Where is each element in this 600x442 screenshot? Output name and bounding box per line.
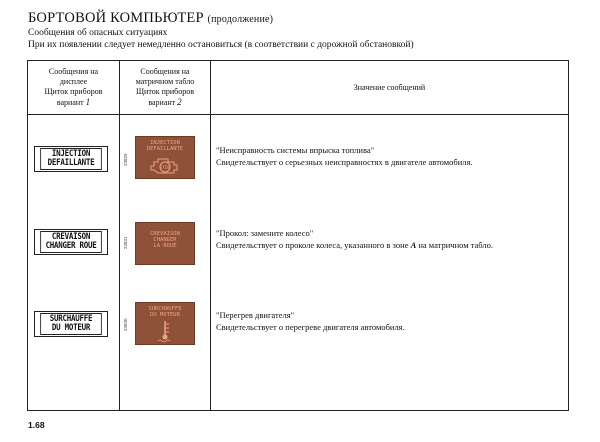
zone-letter: А — [410, 240, 417, 250]
display-message-puncture: CREVAISON CHANGER ROUE — [34, 229, 108, 255]
header — [28, 10, 414, 51]
engine-stop-icon — [148, 153, 182, 175]
meaning-puncture: "Прокол: замените колесо" Свидетельствует о проколе колеса, указанного в зоне А на матричном табло. — [216, 228, 494, 250]
column-header-display: Сообщения на дисплее Щиток приборов вариант 1 — [44, 67, 103, 107]
column-header-meaning: Значение сообщений — [353, 82, 426, 92]
column-header-matrix: Сообщения на матричном табло Щиток приборов вариант 2 — [135, 67, 195, 107]
matrix-message-overheat: SURCHAUFFE DU MOTEUR — [135, 302, 195, 345]
page-title: БОРТОВОЙ КОМПЬЮТЕР (продолжение) — [28, 10, 274, 26]
header-divider — [28, 114, 568, 115]
temperature-icon — [155, 319, 175, 343]
figure-code: 23831 — [123, 236, 128, 249]
display-message-injection: INJECTION DEFAILLANTE — [34, 146, 108, 172]
section-note: При их появлении следует немедленно остановиться (в соответствии с дорожной обстановкой) — [28, 40, 414, 50]
messages-table — [27, 60, 569, 411]
matrix-message-puncture: CREVAISON CHANGER LA ROUE — [135, 222, 195, 265]
figure-code: 23829 — [123, 153, 128, 166]
matrix-message-injection: INJECTION DEFAILLANTE STOP — [135, 136, 195, 179]
display-message-overheat: SURCHAUFFE DU MOTEUR — [34, 311, 108, 337]
figure-code: 23830 — [123, 318, 128, 331]
meaning-injection: "Неисправность системы впрыска топлива" Свидетельствует о серьезных неисправностях в двигателе автомобиля. — [216, 145, 473, 167]
page-number: 1.68 — [28, 420, 45, 430]
svg-text:STOP: STOP — [159, 165, 171, 170]
meaning-overheat: "Перегрев двигателя" Свидетельствует о перегреве двигателя автомобиля. — [216, 310, 405, 332]
section-subtitle: Сообщения об опасных ситуациях — [28, 28, 168, 38]
